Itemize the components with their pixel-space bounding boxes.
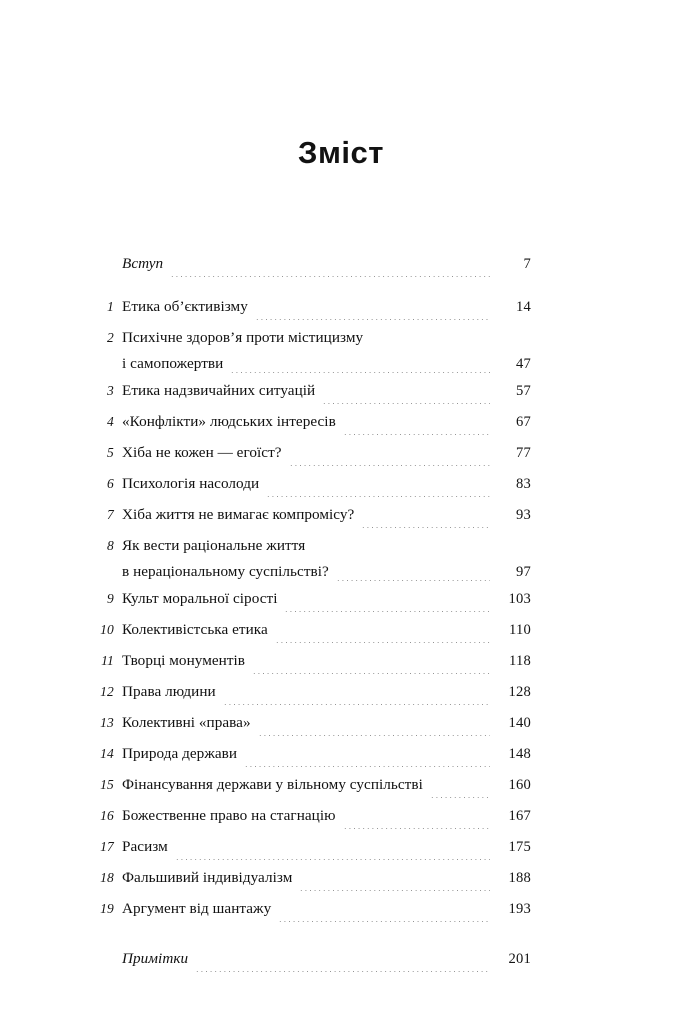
toc-entry-line — [88, 776, 531, 802]
toc-entry-title-wrap — [114, 537, 305, 555]
toc-entry-number: 10 — [100, 622, 114, 637]
toc-entry[interactable] — [88, 537, 538, 585]
toc-entry-title-wrap — [114, 298, 248, 316]
toc-page-number: 160 — [508, 777, 531, 793]
toc-entry[interactable] — [88, 900, 538, 926]
toc-entry-title: Вступ — [122, 255, 164, 272]
toc-page-number: 140 — [508, 715, 531, 731]
toc-entry-title: в нераціональному суспільстві? — [122, 563, 329, 580]
toc-dot-leader — [322, 403, 490, 404]
toc-entry-title-wrap — [114, 329, 363, 347]
toc-entry-title-wrap — [114, 475, 259, 493]
toc-entry-number: 14 — [100, 746, 114, 761]
toc-dot-leader — [223, 704, 490, 705]
toc-entry-line — [88, 563, 531, 585]
toc-entry-title: Хіба життя не вимагає компромісу? — [122, 506, 355, 523]
toc-entry-line — [88, 745, 531, 771]
toc-entry-title-wrap — [114, 590, 277, 608]
toc-entry[interactable] — [88, 506, 538, 532]
toc-page-number: 193 — [508, 901, 531, 917]
toc-entry-line — [88, 807, 531, 833]
toc-entry-title: Етика надзвичайних ситуацій — [122, 382, 316, 399]
toc-entry-title: Творці монументів — [122, 652, 246, 669]
toc-entry-number: 18 — [100, 870, 114, 885]
toc-entry-number: 3 — [107, 383, 114, 398]
toc-page-number: 148 — [508, 746, 531, 762]
toc-page-number: 128 — [508, 684, 531, 700]
toc-entry[interactable] — [88, 807, 538, 833]
page-title: Зміст — [298, 135, 384, 170]
toc-page-number: 93 — [516, 507, 531, 523]
toc-page-number: 188 — [508, 870, 531, 886]
toc-entry-line — [88, 900, 531, 926]
toc-entry-title-wrap — [114, 444, 282, 462]
toc-page-number: 47 — [516, 356, 531, 372]
toc-entry-title: Як вести раціональне життя — [122, 537, 306, 554]
toc-entry-title: Примітки — [122, 950, 189, 967]
toc-entry-line — [88, 621, 531, 647]
toc-page-number: 67 — [516, 414, 531, 430]
table-of-contents-list — [88, 255, 538, 981]
toc-entry-number: 9 — [107, 591, 114, 606]
toc-entry-title: Божественне право на стагнацію — [122, 807, 336, 824]
toc-page-number: 83 — [516, 476, 531, 492]
toc-dot-leader — [299, 890, 490, 891]
toc-page-number: 118 — [509, 653, 531, 669]
toc-dot-leader — [336, 580, 490, 581]
toc-entry-title: і самопожертви — [122, 355, 224, 372]
toc-entry-title: Фінансування держави у вільному суспільстві — [122, 776, 423, 793]
toc-entry[interactable] — [88, 745, 538, 771]
toc-page-number: 167 — [508, 808, 531, 824]
toc-entry-line — [88, 950, 531, 976]
toc-entry-line — [88, 869, 531, 895]
toc-entry-title-wrap — [114, 683, 216, 701]
toc-page-number: 201 — [508, 951, 531, 967]
toc-page-number: 14 — [516, 299, 531, 315]
toc-entry-number: 11 — [101, 653, 114, 668]
toc-page-number: 57 — [516, 383, 531, 399]
toc-entry[interactable] — [88, 714, 538, 740]
toc-entry[interactable] — [88, 776, 538, 802]
toc-entry-title-wrap — [114, 382, 315, 400]
toc-dot-leader — [230, 372, 490, 373]
toc-entry-line — [88, 382, 531, 408]
toc-entry-title: Хіба не кожен — егоїст? — [122, 444, 282, 461]
toc-entry-line — [88, 714, 531, 740]
toc-entry-line — [88, 355, 531, 377]
toc-entry-title: Психічне здоров’я проти містицизму — [122, 329, 364, 346]
toc-entry-line — [88, 413, 531, 439]
toc-dot-leader — [343, 828, 490, 829]
toc-dot-leader — [244, 766, 490, 767]
toc-dot-leader — [170, 276, 490, 277]
toc-entry-number: 17 — [100, 839, 114, 854]
toc-entry-number: 4 — [107, 414, 114, 429]
toc-entry-line — [88, 506, 531, 532]
toc-entry[interactable] — [88, 298, 538, 324]
toc-dot-leader — [312, 558, 490, 559]
toc-entry-line — [88, 652, 531, 678]
toc-entry-title: «Конфлікти» людських інтересів — [122, 413, 336, 430]
toc-entry[interactable] — [88, 382, 538, 408]
toc-dot-leader — [370, 350, 490, 351]
toc-entry-title: Колективні «права» — [122, 714, 251, 731]
toc-dot-leader — [275, 642, 490, 643]
toc-entry[interactable] — [88, 950, 538, 976]
toc-entry[interactable] — [88, 621, 538, 647]
toc-page-number: 7 — [523, 256, 531, 272]
toc-entry[interactable] — [88, 444, 538, 470]
toc-entry-title-wrap — [114, 255, 163, 273]
toc-entry[interactable] — [88, 869, 538, 895]
toc-dot-leader — [258, 735, 490, 736]
toc-entry-number: 15 — [100, 777, 114, 792]
toc-entry-number: 2 — [107, 330, 114, 345]
toc-entry[interactable] — [88, 590, 538, 616]
toc-entry-title-wrap — [114, 714, 251, 732]
toc-page-number: 77 — [516, 445, 531, 461]
toc-entry-line — [88, 590, 531, 616]
toc-entry-title: Культ моральної сірості — [122, 590, 278, 607]
toc-entry-number: 6 — [107, 476, 114, 491]
toc-entry-title: Колективістська етика — [122, 621, 268, 638]
toc-page-number: 103 — [508, 591, 531, 607]
toc-entry-line — [88, 329, 531, 355]
toc-entry-line — [88, 255, 531, 281]
toc-dot-leader — [252, 673, 490, 674]
toc-dot-leader — [284, 611, 490, 612]
toc-dot-leader — [343, 434, 490, 435]
toc-entry-number: 19 — [100, 901, 114, 916]
toc-entry-number: 8 — [107, 538, 114, 553]
toc-entry-line — [88, 838, 531, 864]
toc-page-number: 175 — [508, 839, 531, 855]
toc-entry[interactable] — [88, 329, 538, 377]
toc-entry-title-wrap — [114, 355, 223, 373]
toc-entry-title-wrap — [114, 838, 168, 856]
toc-page-number: 97 — [516, 564, 531, 580]
toc-dot-leader — [278, 921, 490, 922]
toc-page-number: 110 — [509, 622, 531, 638]
toc-entry-title-wrap — [114, 506, 354, 524]
toc-entry-title-wrap — [114, 652, 245, 670]
toc-entry[interactable] — [88, 413, 538, 439]
toc-entry-title-wrap — [114, 776, 423, 794]
toc-entry-title-wrap — [114, 413, 336, 431]
toc-dot-leader — [361, 527, 490, 528]
toc-entry[interactable] — [88, 255, 538, 281]
toc-entry-title-wrap — [114, 869, 292, 887]
toc-dot-leader — [430, 797, 490, 798]
toc-dot-leader — [255, 319, 490, 320]
toc-entry[interactable] — [88, 683, 538, 709]
toc-entry-line — [88, 537, 531, 563]
toc-entry-title-wrap — [114, 745, 237, 763]
toc-entry-line — [88, 475, 531, 501]
toc-entry-number: 7 — [107, 507, 114, 522]
toc-entry-number: 12 — [100, 684, 114, 699]
toc-entry-title: Психологія насолоди — [122, 475, 260, 492]
toc-entry-line — [88, 444, 531, 470]
toc-dot-leader — [266, 496, 490, 497]
toc-entry-title: Права людини — [122, 683, 216, 700]
toc-entry-line — [88, 683, 531, 709]
toc-entry[interactable] — [88, 652, 538, 678]
toc-entry-title: Етика об’єктивізму — [122, 298, 248, 315]
toc-dot-leader — [195, 971, 490, 972]
toc-dot-leader — [289, 465, 490, 466]
toc-entry-number: 5 — [107, 445, 114, 460]
toc-entry-title-wrap — [114, 563, 329, 581]
toc-entry-number: 13 — [100, 715, 114, 730]
toc-entry[interactable] — [88, 838, 538, 864]
toc-entry-title-wrap — [114, 950, 188, 968]
toc-entry-title: Аргумент від шантажу — [122, 900, 272, 917]
toc-entry-title: Расизм — [122, 838, 168, 855]
toc-entry-line — [88, 298, 531, 324]
toc-entry-title: Природа держави — [122, 745, 238, 762]
toc-entry-title-wrap — [114, 900, 271, 918]
toc-entry[interactable] — [88, 475, 538, 501]
toc-entry-number: 16 — [100, 808, 114, 823]
toc-entry-title-wrap — [114, 807, 336, 825]
toc-dot-leader — [175, 859, 490, 860]
toc-entry-title: Фальшивий індивідуалізм — [122, 869, 293, 886]
toc-entry-title-wrap — [114, 621, 268, 639]
toc-entry-number: 1 — [107, 299, 114, 314]
